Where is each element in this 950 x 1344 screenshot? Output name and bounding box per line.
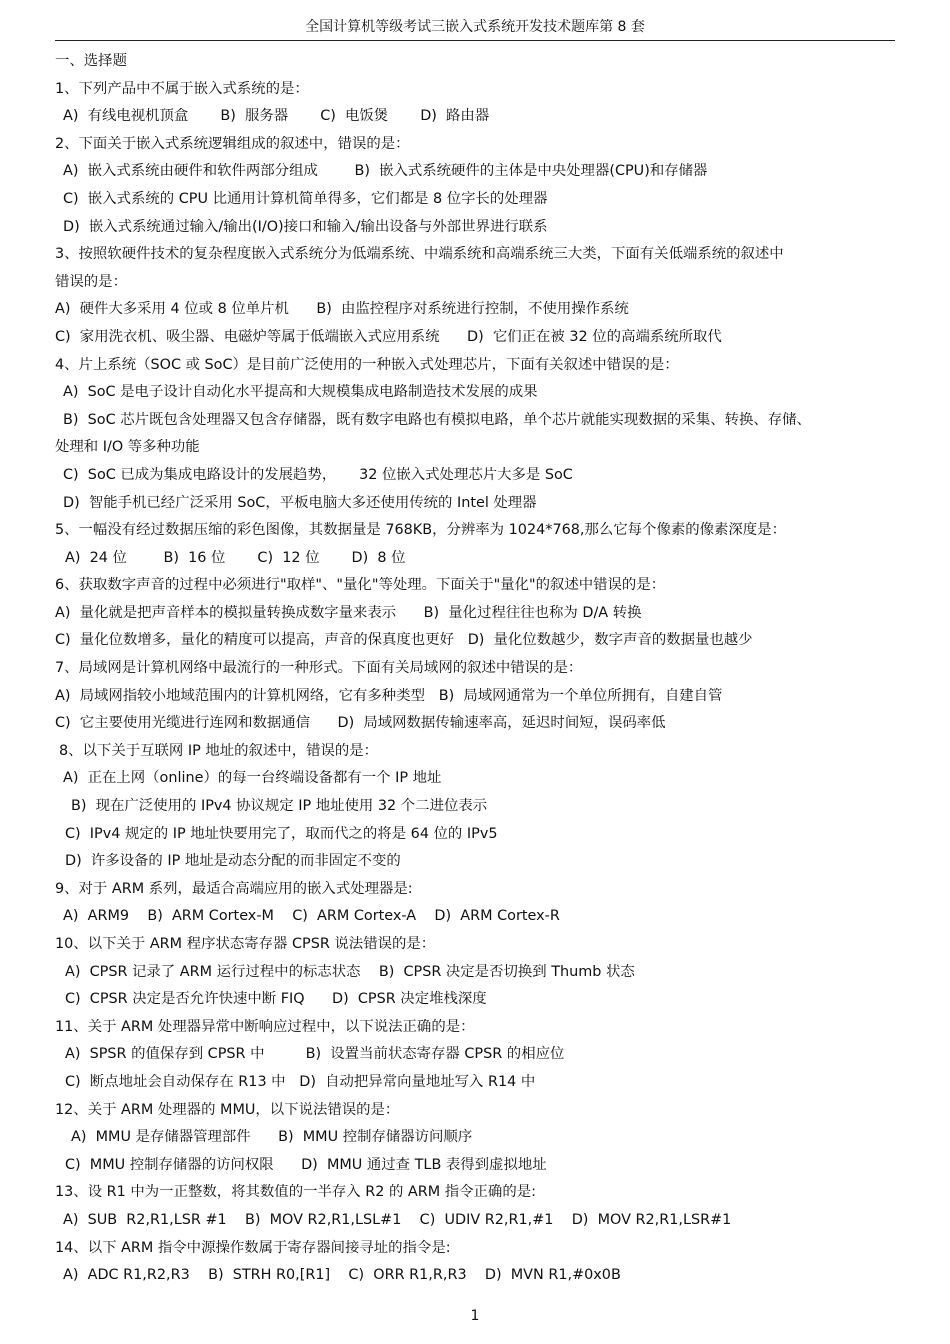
text-line: 10、以下关于 ARM 程序状态寄存器 CPSR 说法错误的是： — [55, 936, 436, 952]
text-line: A) MMU 是存储器管理部件 B) MMU 控制存储器访问顺序 — [71, 1129, 473, 1146]
text-line: C) MMU 控制存储器的访问权限 D) MMU 通过查 TLB 表得到虚拟地址 — [65, 1156, 547, 1173]
text-line: A) SoC 是电子设计自动化水平提高和大规模集成电路制造技术发展的成果 — [63, 384, 538, 401]
text-line: A) 硬件大多采用 4 位或 8 位单片机 B) 由监控程序对系统进行控制，不使用操作系统 — [55, 301, 629, 318]
text-line: A) SUB R2,R1,LSR #1 B) MOV R2,R1,LSL#1 C) UDIV R2,R1,#1 D) MOV R2,R1,LSR#1 — [63, 1211, 732, 1228]
text-line: 4、片上系统（SOC 或 SoC）是目前广泛使用的一种嵌入式处理芯片，下面有关叙述中错误的是： — [55, 356, 679, 373]
text-line: 处理和 I/O 等多种功能 — [55, 439, 200, 456]
text-line: 一、选择题 — [55, 53, 127, 69]
text-line: 3、按照软硬件技术的复杂程度嵌入式系统分为低端系统、中端系统和高端系统三大类，下面有关低端系统的叙述中 — [55, 246, 784, 263]
text-line: C) SoC 已成为集成电路设计的发展趋势， 32 位嵌入式处理芯片大多是 SoC — [63, 466, 573, 483]
text-line: B) 现在广泛使用的 IPv4 协议规定 IP 地址使用 32 个二进位表示 — [71, 798, 488, 815]
text-line: A) CPSR 记录了 ARM 运行过程中的标志状态 B) CPSR 决定是否切换到 Thumb 状态 — [65, 963, 635, 980]
text-line: C) 它主要使用光缆进行连网和数据通信 D) 局域网数据传输速率高，延迟时间短，误码率低 — [55, 715, 666, 732]
text-line: A) ADC R1,R2,R3 B) STRH R0,[R1] C) ORR R1,R,R3 D) MVN R1,#0x0B — [63, 1267, 621, 1284]
text-line: C) 嵌入式系统的 CPU 比通用计算机简单得多，它们都是 8 位字长的处理器 — [63, 190, 548, 207]
document-body — [55, 48, 900, 1290]
text-line: B) SoC 芯片既包含处理器又包含存储器，既有数字电路也有模拟电路，单个芯片就能实现数据的采集、转换、存储、 — [63, 411, 811, 428]
text-line: D) 嵌入式系统通过输入/输出(I/O)接口和输入/输出设备与外部世界进行联系 — [63, 218, 548, 235]
text-line: 6、获取数字声音的过程中必须进行"取样"、"量化"等处理。下面关于"量化"的叙述中错误的是： — [55, 577, 666, 594]
text-line: 8、以下关于互联网 IP 地址的叙述中，错误的是： — [59, 742, 379, 759]
text-line: C) IPv4 规定的 IP 地址快要用完了，取而代之的将是 64 位的 IPv5 — [65, 825, 498, 842]
text-line: A) 有线电视机顶盒 B) 服务器 C) 电饭煲 D) 路由器 — [63, 108, 490, 125]
page-number: 1 — [470, 1308, 480, 1324]
text-line: A) 24 位 B) 16 位 C) 12 位 D) 8 位 — [65, 549, 406, 566]
text-line: A) 量化就是把声音样本的模拟量转换成数字量来表示 B) 量化过程往往也称为 D/A 转换 — [55, 604, 642, 621]
text-line: C) 量化位数增多，量化的精度可以提高，声音的保真度也更好 D) 量化位数越少，数字声音的数据量也越少 — [55, 632, 753, 649]
text-line: 13、设 R1 中为一正整数，将其数值的一半存入 R2 的 ARM 指令正确的是: — [55, 1184, 536, 1201]
text-line: 5、一幅没有经过数据压缩的彩色图像，其数据量是 768KB，分辨率为 1024*768,那么它每个像素的像素深度是： — [55, 522, 786, 539]
text-line: 12、关于 ARM 处理器的 MMU，以下说法错误的是： — [55, 1101, 400, 1118]
text-line: 7、局域网是计算机网络中最流行的一种形式。下面有关局域网的叙述中错误的是： — [55, 660, 583, 677]
text-line: 错误的是： — [55, 273, 127, 290]
text-line: C) 断点地址会自动保存在 R13 中 D) 自动把异常向量地址写入 R14 中 — [65, 1073, 536, 1090]
text-line: A) 局域网指较小地域范围内的计算机网络，它有多种类型 B) 局域网通常为一个单位所拥有，自建自管 — [55, 687, 723, 704]
text-line: A) ARM9 B) ARM Cortex-M C) ARM Cortex-A D) ARM Cortex-R — [63, 908, 560, 925]
text-line: 1、下列产品中不属于嵌入式系统的是： — [55, 80, 309, 97]
header-divider — [55, 40, 895, 41]
text-line: D) 智能手机已经广泛采用 SoC，平板电脑大多还使用传统的 Intel 处理器 — [63, 494, 537, 511]
page-header-title: 全国计算机等级考试三嵌入式系统开发技术题库第 8 套 — [305, 19, 645, 35]
text-line: C) 家用洗衣机、吸尘器、电磁炉等属于低端嵌入式应用系统 D) 它们正在被 32 位的高端系统所取代 — [55, 328, 722, 345]
text-line: A) SPSR 的值保存到 CPSR 中 B) 设置当前状态寄存器 CPSR 的相应位 — [65, 1046, 565, 1063]
text-line: C) CPSR 决定是否允许快速中断 FIQ D) CPSR 决定堆栈深度 — [65, 991, 487, 1008]
text-line: D) 许多设备的 IP 地址是动态分配的而非固定不变的 — [65, 853, 401, 870]
text-line: A) 嵌入式系统由硬件和软件两部分组成 B) 嵌入式系统硬件的主体是中央处理器(CPU)和存储器 — [63, 163, 708, 180]
text-line: 9、对于 ARM 系列，最适合高端应用的嵌入式处理器是: — [55, 880, 413, 897]
text-line: 11、关于 ARM 处理器异常中断响应过程中，以下说法正确的是： — [55, 1018, 475, 1035]
text-line: A) 正在上网（online）的每一台终端设备都有一个 IP 地址 — [63, 770, 442, 787]
text-line: 14、以下 ARM 指令中源操作数属于寄存器间接寻址的指令是: — [55, 1239, 451, 1256]
text-line: 2、下面关于嵌入式系统逻辑组成的叙述中，错误的是： — [55, 135, 410, 152]
